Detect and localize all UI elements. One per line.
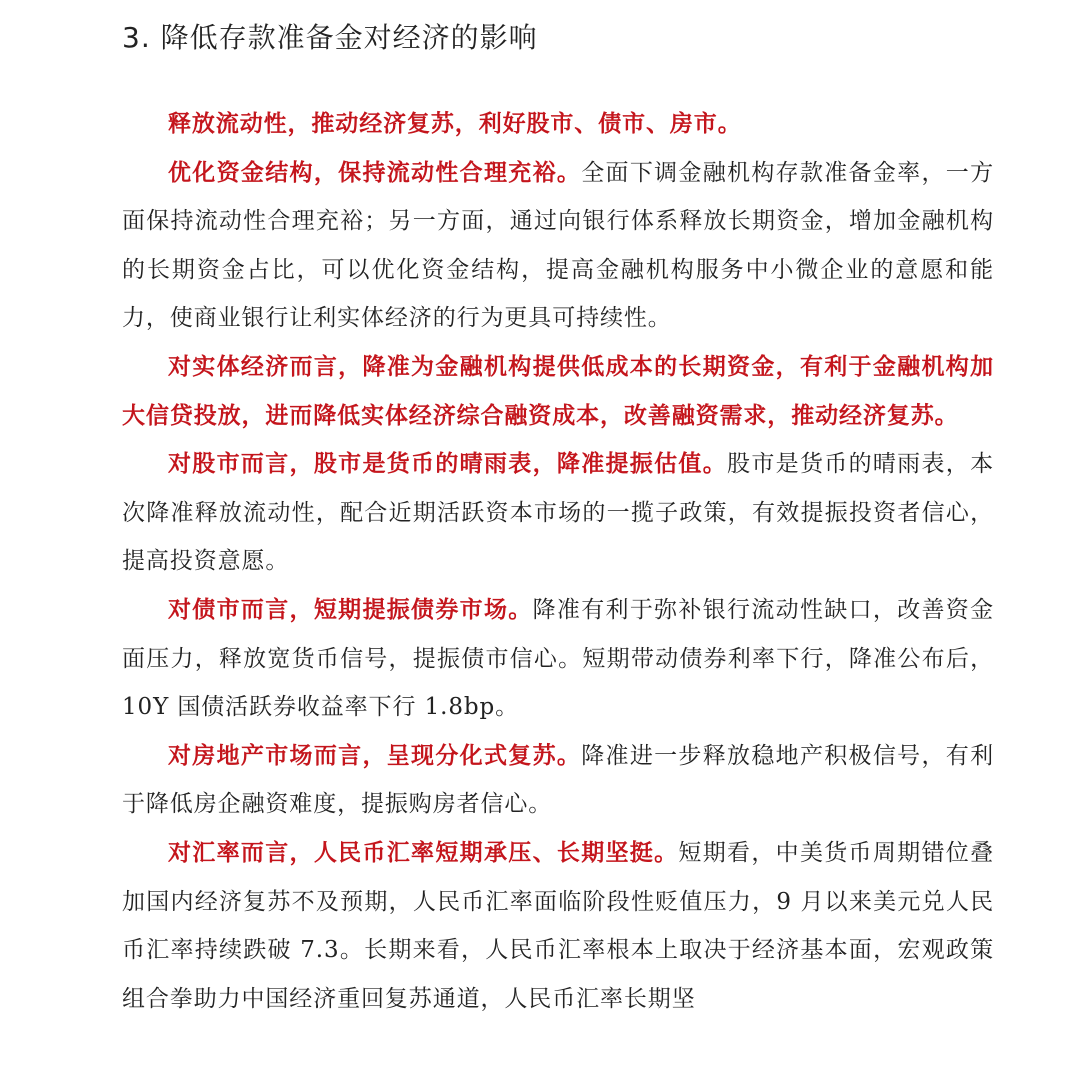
emphasis-lead: 对房地产市场而言，呈现分化式复苏。 bbox=[168, 741, 582, 769]
emphasis-lead: 优化资金结构，保持流动性合理充裕。 bbox=[168, 158, 582, 186]
paragraph bbox=[122, 343, 994, 440]
paragraph bbox=[122, 732, 994, 829]
paragraph bbox=[122, 149, 994, 343]
paragraph bbox=[122, 829, 994, 1023]
paragraph-text: 股市是货币的晴雨表，本次降准释放流动性，配合近期活跃资本市场的一揽子政策，有效提振投资者信心，提高投资意愿。 bbox=[122, 451, 995, 575]
paragraph bbox=[122, 440, 994, 586]
emphasis-lead: 对股市而言，股市是货币的晴雨表，降准提振估值。 bbox=[168, 450, 728, 478]
paragraph-text: 全面下调金融机构存款准备金率，一方面保持流动性合理充裕；另一方面，通过向银行体系释放长期资金，增加金融机构的长期资金占比，可以优化资金结构，提高金融机构服务中小微企业的意愿和能力，使商业银行让利实体经济的行为更具可持续性。 bbox=[122, 159, 994, 332]
paragraph-text: 短期看，中美货币周期错位叠加国内经济复苏不及预期，人民币汇率面临阶段性贬值压力，9 月以来美元兑人民币汇率持续跌破 7.3。长期来看，人民币汇率根本上取决于经济基本面，宏观政策组合拳助力中国经济重回复苏通道，人民币汇率长期坚 bbox=[122, 839, 994, 1012]
paragraph bbox=[122, 586, 994, 732]
emphasis-lead: 对汇率而言，人民币汇率短期承压、长期坚挺。 bbox=[168, 838, 679, 866]
section-title: 3. 降低存款准备金对经济的影响 bbox=[122, 21, 538, 54]
paragraph bbox=[122, 100, 994, 149]
emphasis-lead: 对实体经济而言，降准为金融机构提供低成本的长期资金，有利于金融机构加大信贷投放，进而降低实体经济综合融资成本，改善融资需求，推动经济复苏。 bbox=[122, 352, 994, 429]
document-body bbox=[122, 100, 994, 1023]
emphasis-lead: 对债市而言，短期提振债券市场。 bbox=[168, 595, 533, 623]
emphasis-lead: 释放流动性，推动经济复苏，利好股市、债市、房市。 bbox=[168, 110, 742, 137]
paragraph-text: 降准有利于弥补银行流动性缺口，改善资金面压力，释放宽货币信号，提振债市信心。短期带动债券利率下行，降准公布后，10Y 国债活跃券收益率下行 1.8bp。 bbox=[122, 596, 994, 721]
paragraph-text: 降准进一步释放稳地产积极信号，有利于降低房企融资难度，提振购房者信心。 bbox=[122, 742, 994, 818]
